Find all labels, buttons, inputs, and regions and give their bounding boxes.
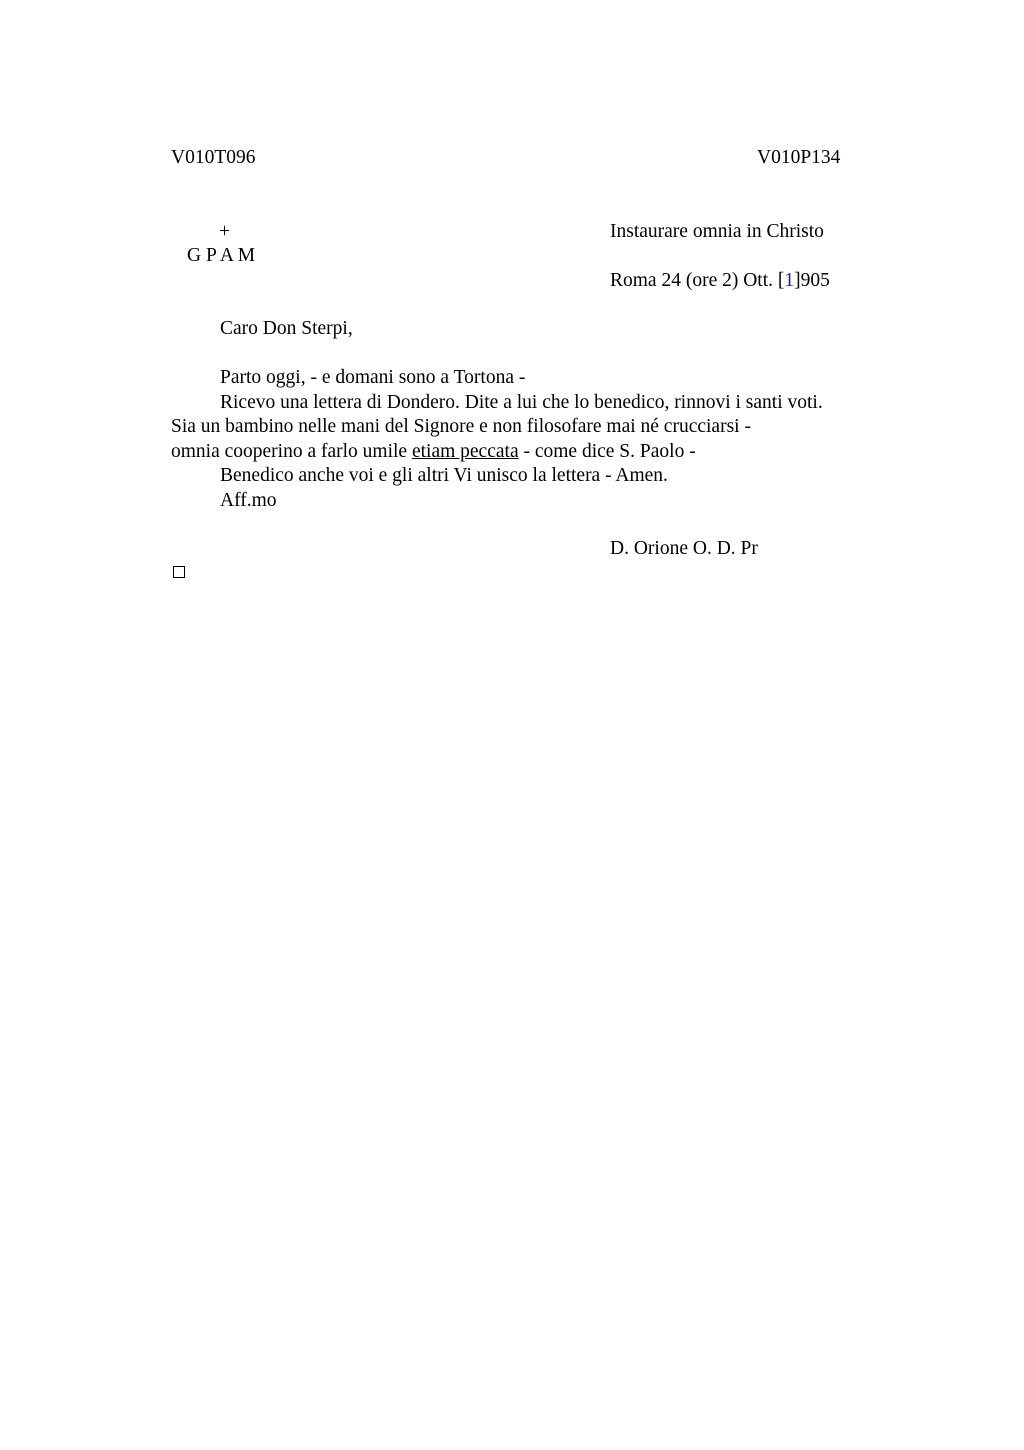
end-marker-box <box>173 566 185 578</box>
document-code-right: V010P134 <box>757 147 841 168</box>
signature: D. Orione O. D. Pr <box>610 538 758 559</box>
salutation: Caro Don Sterpi, <box>220 318 353 339</box>
letter-date <box>610 269 830 293</box>
motto: Instaurare omnia in Christo <box>610 221 824 242</box>
cross-symbol: + <box>219 221 230 242</box>
body-line-4-start: omnia cooperino a farlo umile <box>171 441 412 462</box>
body-line-3: Sia un bambino nelle mani del Signore e non filosofare mai né crucciarsi - <box>171 416 751 437</box>
date-suffix: ]905 <box>794 270 830 291</box>
footnote-reference[interactable]: 1 <box>784 270 795 291</box>
body-line-1: Parto oggi, - e domani sono a Tortona - <box>220 367 526 388</box>
document-code-left: V010T096 <box>171 147 256 168</box>
body-line-4 <box>171 440 696 464</box>
closing: Aff.mo <box>220 490 277 511</box>
body-line-5: Benedico anche voi e gli altri Vi unisco la lettera - Amen. <box>220 465 668 486</box>
underlined-phrase: etiam peccata <box>411 441 519 462</box>
body-line-2: Ricevo una lettera di Dondero. Dite a lui che lo benedico, rinnovi i santi voti. <box>220 392 823 413</box>
date-prefix: Roma 24 (ore 2) Ott. [ <box>610 270 785 291</box>
body-line-4-end: - come dice S. Paolo - <box>518 441 696 462</box>
initials-gpam: G P A M <box>187 245 256 266</box>
